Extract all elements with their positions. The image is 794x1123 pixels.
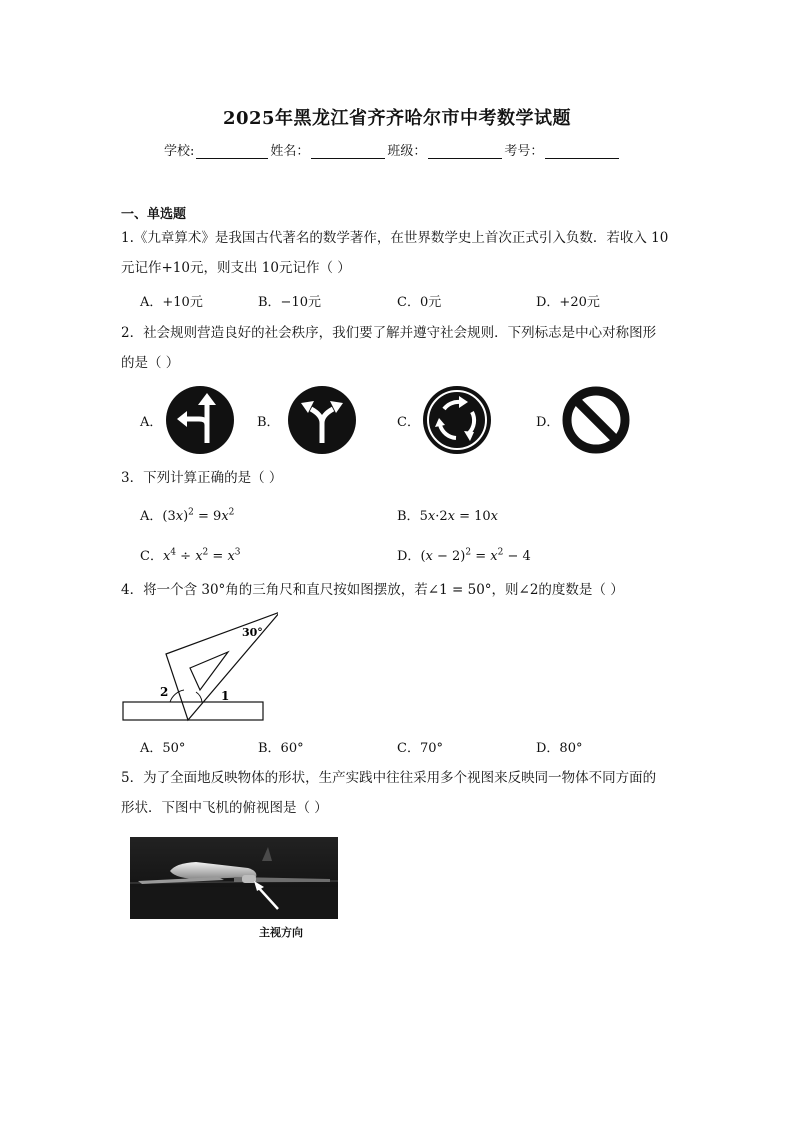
angle-2-label: 2 xyxy=(160,685,169,699)
question-5-line-1: 5．为了全面地反映物体的形状，生产实践中往往采用多个视图来反映同一物体不同方面的 xyxy=(121,770,657,786)
q1-option-d: D．+20元 xyxy=(536,295,600,310)
ruler-shape xyxy=(123,702,263,720)
q1-option-c: C．0元 xyxy=(397,295,442,310)
class-blank xyxy=(428,144,502,159)
q1-option-b: B．−10元 xyxy=(258,295,321,310)
student-info-line xyxy=(164,140,621,159)
question-5 xyxy=(121,763,691,823)
q3-option-c: C．$x^4 \div x^2 = x^3$ xyxy=(140,547,241,564)
question-3-stem: 3．下列计算正确的是（ ） xyxy=(121,470,283,486)
view-direction-caption: 主视方向 xyxy=(259,926,303,939)
set-square-inner xyxy=(190,652,228,690)
question-1-line-2: 元记作+10元，则支出 10元记作（ ） xyxy=(121,260,351,276)
q3-option-a: A．$(3x)^2 = 9x^2$ xyxy=(140,507,235,524)
no-entry-sign-icon xyxy=(561,385,631,455)
question-4-stem: 4．将一个含 30°角的三角尺和直尺按如图摆放，若∠1 = 50°，则∠2的度数是（ ） xyxy=(121,582,624,598)
question-5-line-2: 形状．下图中飞机的俯视图是（ ） xyxy=(121,800,328,816)
question-2-line-2: 的是（ ） xyxy=(121,355,180,371)
name-label: 姓名： xyxy=(270,144,310,159)
section-heading: 一、单选题 xyxy=(121,207,187,222)
exam-number-label: 考号： xyxy=(504,144,544,159)
angle-1-label: 1 xyxy=(221,689,230,703)
q2-label-d: D． xyxy=(536,415,560,430)
page-title: 2025年黑龙江省齐齐哈尔市中考数学试题 xyxy=(222,108,572,129)
exam-number-blank xyxy=(545,144,619,159)
q2-label-c: C． xyxy=(397,415,420,430)
angle-1-arc xyxy=(196,692,202,702)
q4-option-d: D．80° xyxy=(536,741,583,756)
airplane-photo xyxy=(130,837,338,919)
q3-option-a-label: A． xyxy=(140,509,163,524)
question-2 xyxy=(121,318,681,378)
q3-option-d: D．$(x - 2)^2 = x^2 - 4$ xyxy=(397,547,531,564)
triangle-ruler-figure xyxy=(118,608,278,726)
q1-option-a: A．+10元 xyxy=(140,295,203,310)
question-2-line-1: 2．社会规则营造良好的社会秩序，我们要了解并遵守社会规则．下列标志是中心对称图形 xyxy=(121,325,657,341)
straight-or-left-sign-icon xyxy=(165,385,235,455)
school-blank xyxy=(196,144,268,159)
q3-option-b: B．5x·2x = 10x xyxy=(397,509,498,524)
q2-label-a: A． xyxy=(140,415,163,430)
fork-arrows-sign-icon xyxy=(287,385,357,455)
school-label: 学校: xyxy=(164,144,195,159)
q4-option-c: C．70° xyxy=(397,741,443,756)
q3-option-c-label: C． xyxy=(140,549,163,564)
q4-option-a: A．50° xyxy=(140,741,186,756)
q4-option-b: B．60° xyxy=(258,741,304,756)
q3-option-d-label: D． xyxy=(397,549,421,564)
q3-option-b-label: B． xyxy=(397,509,420,524)
class-label: 班级： xyxy=(387,144,427,159)
name-blank xyxy=(311,144,385,159)
angle-30-label: 30° xyxy=(242,626,263,639)
roundabout-sign-icon xyxy=(422,385,492,455)
question-1 xyxy=(121,223,681,283)
q2-label-b: B． xyxy=(257,415,280,430)
question-1-line-1: 1.《九章算术》是我国古代著名的数学著作，在世界数学史上首次正式引入负数．若收入 10 xyxy=(121,230,669,246)
